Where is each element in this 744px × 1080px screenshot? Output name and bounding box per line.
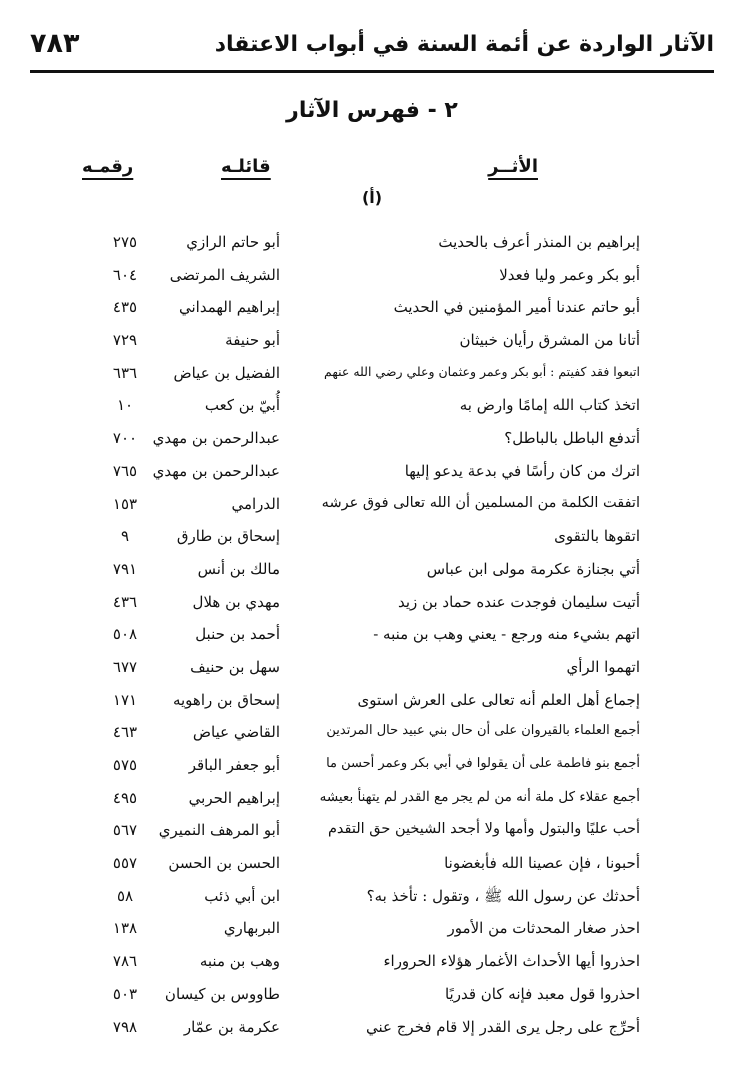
athar-text: أحدثك عن رسول الله ﷺ ، وتقول : تأخذ به؟ bbox=[366, 886, 640, 905]
athar-number: ٥٨ bbox=[116, 886, 134, 905]
athar-text: اترك من كان رأسًا في بدعة يدعو إليها bbox=[404, 461, 640, 480]
athar-text: احذر صغار المحدثات من الأمور bbox=[447, 919, 640, 938]
athar-number: ٦٣٦ bbox=[112, 363, 138, 382]
athar-text: أجمع العلماء بالقيروان على أن حال بني عبيد حال المرتدين bbox=[326, 723, 640, 739]
sayer-name: عبدالرحمن بن مهدي bbox=[152, 429, 280, 448]
table-row bbox=[0, 524, 744, 557]
athar-text: اتهم بشيء منه ورجع - يعني وهب بن منبه - bbox=[373, 625, 640, 644]
sayer-name: أبو حاتم الرازي bbox=[186, 233, 280, 251]
table-row bbox=[0, 393, 744, 426]
table-row bbox=[0, 884, 744, 917]
athar-number: ٥٧٥ bbox=[112, 756, 138, 774]
athar-text: اتقوها بالتقوى bbox=[554, 527, 640, 546]
athar-number: ٥٠٣ bbox=[112, 984, 138, 1003]
table-row bbox=[0, 688, 744, 721]
index-table bbox=[0, 230, 744, 1047]
athar-number: ٧٩١ bbox=[112, 559, 138, 578]
sayer-name: أبو جعفر الباقر bbox=[188, 756, 280, 774]
sayer-name: إسحاق بن طارق bbox=[176, 527, 280, 546]
athar-number: ٥٥٧ bbox=[112, 854, 138, 873]
athar-number: ١٥٣ bbox=[112, 494, 138, 513]
sayer-name: مهدي بن هلال bbox=[192, 592, 280, 611]
athar-number: ٢٧٥ bbox=[112, 233, 138, 251]
sayer-name: أُبيّ بن كعب bbox=[204, 396, 280, 415]
athar-number: ١٧١ bbox=[112, 690, 138, 709]
table-row bbox=[0, 557, 744, 590]
sayer-name: سهل بن حنيف bbox=[190, 657, 280, 676]
sayer-name: إسحاق بن راهويه bbox=[172, 690, 280, 709]
sayer-name: الحسن بن الحسن bbox=[168, 854, 280, 873]
athar-number: ٥٠٨ bbox=[112, 625, 138, 644]
page-number: ٧٨٣ bbox=[30, 28, 80, 59]
athar-text: اتهموا الرأي bbox=[566, 657, 640, 676]
athar-number: ٤٣٦ bbox=[112, 592, 138, 611]
table-row bbox=[0, 230, 744, 263]
sayer-name: الفضيل بن عياض bbox=[173, 363, 280, 382]
athar-text: أبو حاتم عندنا أمير المؤمنين في الحديث bbox=[393, 298, 640, 317]
athar-text: احذروا قول معبد فإنه كان قدريًا bbox=[444, 984, 640, 1003]
athar-number: ٩ bbox=[120, 527, 130, 546]
athar-number: ٧٨٦ bbox=[112, 952, 138, 971]
table-row bbox=[0, 982, 744, 1015]
athar-number: ١٣٨ bbox=[112, 919, 138, 938]
athar-text: أحرِّج على رجل يرى القدر إلا قام فخرج عني bbox=[365, 1017, 640, 1036]
athar-number: ٦٠٤ bbox=[112, 265, 138, 284]
sayer-name: إبراهيم الحربي bbox=[188, 788, 280, 807]
athar-number: ٥٦٧ bbox=[112, 821, 138, 840]
athar-number: ٤٦٣ bbox=[112, 723, 138, 742]
table-row bbox=[0, 916, 744, 949]
athar-text: أتانا من المشرق رأيان خبيثان bbox=[459, 331, 640, 350]
athar-text: إبراهيم بن المنذر أعرف بالحديث bbox=[438, 233, 640, 251]
athar-number: ٧٩٨ bbox=[112, 1017, 138, 1036]
table-row bbox=[0, 818, 744, 851]
table-row bbox=[0, 655, 744, 688]
athar-text: إجماع أهل العلم أنه تعالى على العرش استوى bbox=[357, 690, 640, 709]
table-row bbox=[0, 361, 744, 394]
athar-text: اتخذ كتاب الله إمامًا وارض به bbox=[459, 396, 640, 415]
table-row bbox=[0, 753, 744, 786]
sayer-name: ابن أبي ذئب bbox=[204, 886, 280, 905]
table-row bbox=[0, 949, 744, 982]
athar-text: أحبونا ، فإن عصينا الله فأبغضونا bbox=[444, 854, 640, 873]
table-row bbox=[0, 492, 744, 525]
athar-text: اتفقت الكلمة من المسلمين أن الله تعالى فوق عرشه bbox=[321, 494, 640, 511]
sayer-name: وهب بن منبه bbox=[199, 952, 280, 971]
sayer-name: عكرمة بن عمّار bbox=[183, 1017, 280, 1036]
table-row bbox=[0, 622, 744, 655]
sayer-name: القاضي عياض bbox=[192, 723, 280, 742]
table-row bbox=[0, 426, 744, 459]
table-row bbox=[0, 263, 744, 296]
athar-text: أتيت سليمان فوجدت عنده حماد بن زيد bbox=[398, 592, 640, 611]
section-title: ٢ - فهرس الآثار bbox=[286, 98, 458, 123]
athar-text: احذروا أيها الأحداث الأغمار هؤلاء الحروراء bbox=[383, 952, 640, 971]
column-header-sayer: قائلـه bbox=[221, 156, 271, 177]
table-row bbox=[0, 786, 744, 819]
athar-number: ٧٢٩ bbox=[112, 331, 138, 350]
sayer-name: طاووس بن كيسان bbox=[164, 984, 280, 1003]
sayer-name: أحمد بن حنبل bbox=[195, 625, 280, 644]
sayer-name: الدرامي bbox=[231, 494, 280, 513]
sayer-name: البربهاري bbox=[223, 919, 280, 938]
athar-text: أتدفع الباطل بالباطل؟ bbox=[504, 429, 640, 448]
running-header bbox=[30, 26, 714, 73]
table-row bbox=[0, 720, 744, 753]
column-header-athar: الأثــر bbox=[488, 156, 538, 177]
athar-number: ٤٩٥ bbox=[112, 788, 138, 807]
athar-text: أحب عليًا والبتول وأمها ولا أجحد الشيخين حق التقدم bbox=[327, 821, 640, 838]
sayer-name: الشريف المرتضى bbox=[169, 265, 280, 284]
athar-number: ٤٣٥ bbox=[112, 298, 138, 317]
table-row bbox=[0, 1015, 744, 1048]
letter-heading: (أ) bbox=[361, 188, 383, 207]
sayer-name: مالك بن أنس bbox=[197, 559, 280, 578]
athar-number: ٦٧٧ bbox=[112, 657, 138, 676]
athar-number: ٧٦٥ bbox=[112, 461, 138, 480]
table-row bbox=[0, 459, 744, 492]
sayer-name: أبو حنيفة bbox=[225, 331, 280, 350]
sayer-name: عبدالرحمن بن مهدي bbox=[152, 461, 280, 480]
table-row bbox=[0, 590, 744, 623]
book-title: الآثار الواردة عن أئمة السنة في أبواب الاعتقاد bbox=[214, 32, 714, 57]
table-row bbox=[0, 328, 744, 361]
sayer-name: إبراهيم الهمداني bbox=[178, 298, 280, 317]
table-row bbox=[0, 851, 744, 884]
athar-text: اتبعوا فقد كفيتم : أبو بكر وعمر وعثمان وعلي رضي الله عنهم bbox=[324, 363, 640, 379]
athar-text: أتي بجنازة عكرمة مولى ابن عباس bbox=[426, 559, 640, 578]
athar-number: ٧٠٠ bbox=[112, 429, 138, 448]
athar-text: أبو بكر وعمر وليا فعدلا bbox=[499, 265, 640, 284]
athar-text: أجمع عقلاء كل ملة أنه من لم يجر مع القدر لم يتهنأ بعيشه bbox=[319, 788, 640, 805]
sayer-name: أبو المرهف النميري bbox=[158, 821, 280, 840]
athar-text: أجمع بنو فاطمة على أن يقولوا في أبي بكر وعمر أحسن ما bbox=[326, 756, 640, 771]
athar-number: ١٠ bbox=[116, 396, 134, 415]
column-header-number: رقمـه bbox=[82, 156, 134, 177]
table-row bbox=[0, 295, 744, 328]
